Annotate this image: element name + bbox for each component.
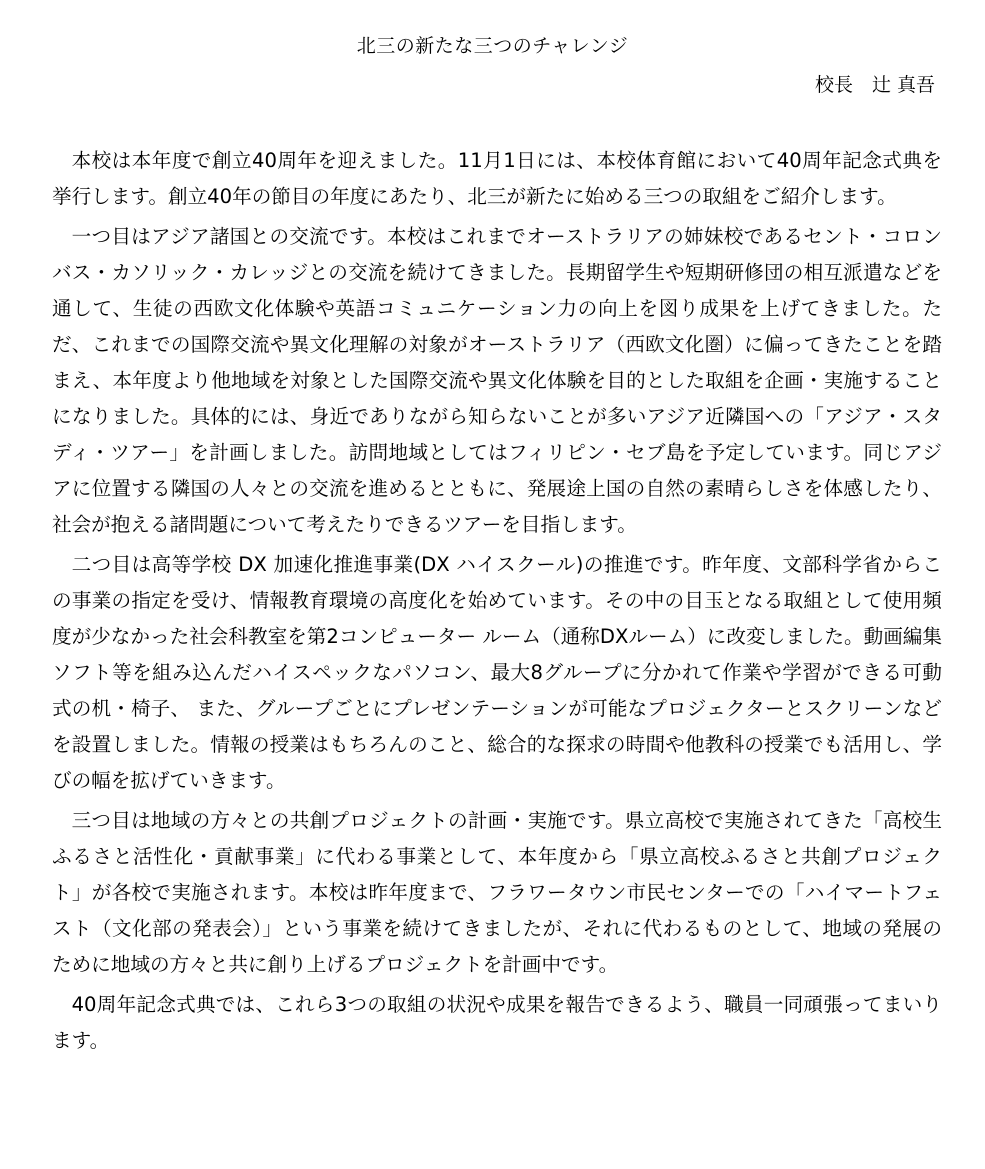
paragraph-asia-exchange: 一つ目はアジア諸国との交流です。本校はこれまでオーストラリアの姉妹校であるセント・コロンバス・カソリック・カレッジとの交流を続けてきました。長期留学生や短期研修団の相互派遣などを通して、生徒の西欧文化体験や英語コミュニケーション力の向上を図り成果を上げてきました。ただ、これまでの国際交流や異文化理解の対象がオーストラリア（西欧文化圏）に偏ってきたことを踏まえ、本年度より他地域を対象とした国際交流や異文化体験を目的とした取組を企画・実施することになりました。具体的には、身近でありながら知らないことが多いアジア近隣国への「アジア・スタディ・ツアー」を計画しました。訪問地域としてはフィリピン・セブ島を予定しています。同じアジアに位置する隣国の人々との交流を進めるとともに、発展途上国の自然の素晴らしさを体感したり、社会が抱える諸問題について考えたりできるツアーを目指します。 <box>52 225 942 536</box>
paragraph-intro: 本校は本年度で創立40周年を迎えました。11月1日には、本校体育館において40周年記念式典を挙行します。創立40年の節目の年度にあたり、北三が新たに始める三つの取組をご紹介します。 <box>52 149 942 208</box>
paragraph-community-project: 三つ目は地域の方々との共創プロジェクトの計画・実施です。県立高校で実施されてきた「高校生ふるさと活性化・貢献事業」に代わる事業として、本年度から「県立高校ふるさと共創プロジェクト」が各校で実施されます。本校は昨年度まで、フラワータウン市民センターでの「ハイマートフェスト（文化部の発表会）」という事業を続けてきましたが、それに代わるものとして、地域の発展のために地域の方々と共に創り上げるプロジェクトを計画中です。 <box>52 809 942 976</box>
document-title: 北三の新たな三つのチャレンジ <box>356 35 629 57</box>
document-body <box>52 143 942 1059</box>
paragraph-closing: 40周年記念式典では、これら3つの取組の状況や成果を報告できるよう、職員一同頑張ってまいります。 <box>52 993 942 1052</box>
author-line: 校長 辻 真吾 <box>814 74 935 96</box>
paragraph-dx-highschool: 二つ目は高等学校 DX 加速化推進事業(DX ハイスクール)の推進です。昨年度、文部科学省からこの事業の指定を受け、情報教育環境の高度化を始めています。その中の目玉となる取組として使用頻度が少なかった社会科教室を第2コンピューター ルーム（通称DXルーム）に改変しました。動画編集ソフト等を組み込んだハイスペックなパソコン、最大8グループに分かれて作業や学習ができる可動式の机・椅子、 また、グループごとにプレゼンテーションが可能なプロジェクターとスクリーンなどを設置しました。情報の授業はもちろんのこと、総合的な探求の時間や他教科の授業でも活用し、学びの幅を拡げていきます。 <box>52 553 942 792</box>
